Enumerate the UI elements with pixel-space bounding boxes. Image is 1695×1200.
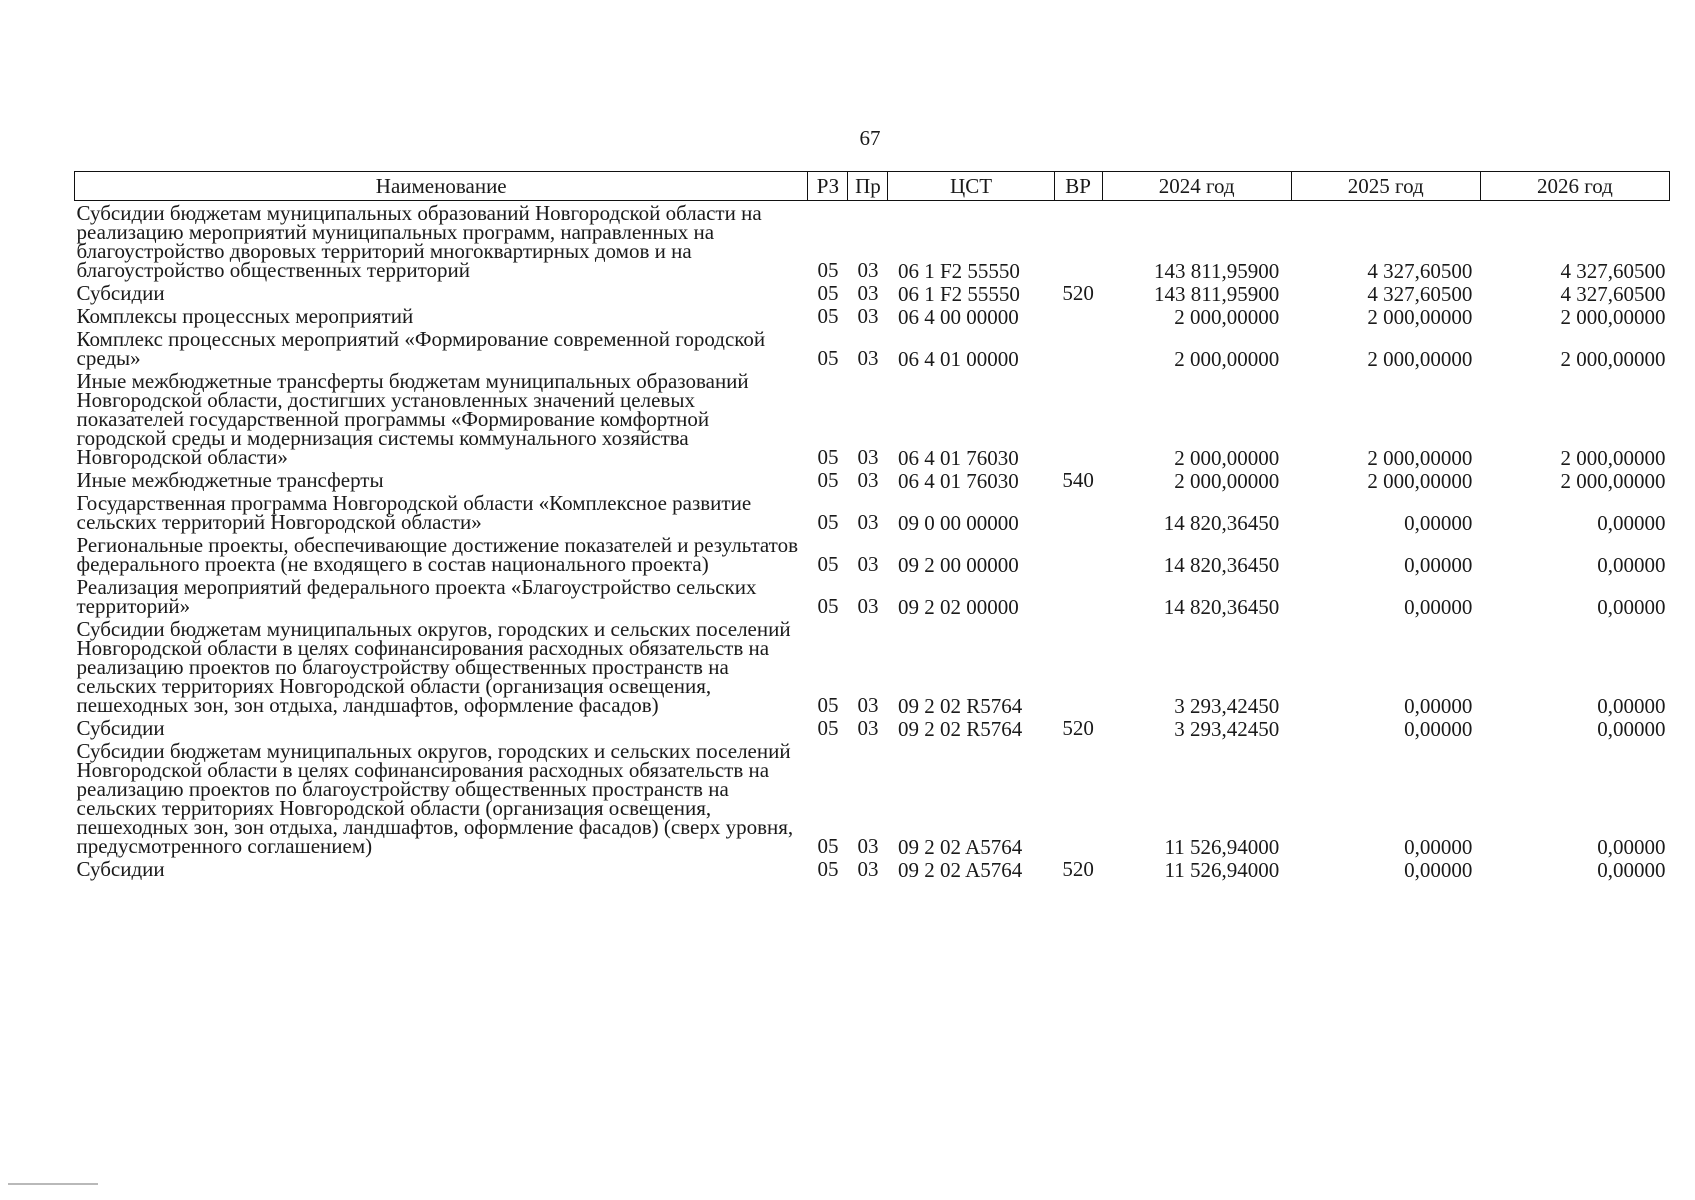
cell-vr bbox=[1054, 304, 1102, 327]
header-2026: 2026 год bbox=[1480, 172, 1669, 201]
cell-2025: 0,00000 bbox=[1404, 694, 1473, 718]
cell-name: Государственная программа Новгородской области «Комплексное развитие сельских территорий Новгородской области» bbox=[76, 491, 752, 534]
cell-pr: 03 bbox=[857, 281, 879, 305]
header-name: Наименование bbox=[75, 172, 808, 201]
table-row bbox=[75, 857, 1670, 880]
cell-rz: 05 bbox=[817, 834, 839, 858]
cell-cst: 06 4 01 76030 bbox=[897, 446, 1019, 470]
cell-vr bbox=[1054, 201, 1102, 282]
cell-rz: 05 bbox=[817, 281, 839, 305]
cell-pr: 03 bbox=[857, 857, 879, 881]
cell-2026: 2 000,00000 bbox=[1560, 446, 1666, 470]
cell-pr: 03 bbox=[857, 552, 879, 576]
cell-rz: 05 bbox=[817, 693, 839, 717]
cell-name: Иные межбюджетные трансферты bbox=[76, 468, 384, 492]
cell-vr bbox=[1054, 327, 1102, 369]
cell-2024: 143 811,95900 bbox=[1153, 259, 1280, 283]
cell-pr: 03 bbox=[857, 716, 879, 740]
header-vr: ВР bbox=[1054, 172, 1102, 201]
cell-2025: 4 327,60500 bbox=[1367, 282, 1473, 306]
header-2025: 2025 год bbox=[1291, 172, 1480, 201]
cell-cst: 06 1 F2 55550 bbox=[897, 259, 1020, 283]
cell-2026: 4 327,60500 bbox=[1560, 259, 1666, 283]
cell-pr: 03 bbox=[857, 346, 879, 370]
cell-name: Субсидии бюджетам муниципальных округов, городских и сельских поселений Новгородской области в целях софинансирования расходных обязательств на реализацию проектов по благоустройству общественных пространств на сельских территориях Новгородской области (организация освещения, пешеходных зон, зон отдыха, ландшафтов, оформление фасадов) (сверх уровня, предусмотренного соглашением) bbox=[76, 739, 794, 858]
cell-pr: 03 bbox=[857, 834, 879, 858]
cell-vr bbox=[1054, 533, 1102, 575]
cell-cst: 06 4 01 76030 bbox=[897, 469, 1019, 493]
cell-2025: 2 000,00000 bbox=[1367, 305, 1473, 329]
cell-cst: 09 2 02 A5764 bbox=[897, 858, 1023, 882]
cell-name: Комплексы процессных мероприятий bbox=[76, 304, 414, 328]
cell-pr: 03 bbox=[857, 594, 879, 618]
cell-2026: 0,00000 bbox=[1597, 694, 1666, 718]
cell-name: Субсидии bbox=[76, 281, 165, 305]
table-row bbox=[75, 304, 1670, 327]
scan-artifact bbox=[8, 1183, 98, 1185]
cell-vr bbox=[1054, 575, 1102, 617]
cell-pr: 03 bbox=[857, 468, 879, 492]
table-header-row bbox=[75, 172, 1670, 201]
cell-name: Субсидии bbox=[76, 857, 165, 881]
table-row bbox=[75, 491, 1670, 533]
cell-vr bbox=[1054, 369, 1102, 468]
cell-vr: 520 bbox=[1062, 281, 1094, 305]
cell-2025: 4 327,60500 bbox=[1367, 259, 1473, 283]
table-row bbox=[75, 281, 1670, 304]
table-row bbox=[75, 575, 1670, 617]
page-number: 67 bbox=[859, 126, 881, 150]
header-rz: РЗ bbox=[808, 172, 848, 201]
cell-rz: 05 bbox=[817, 594, 839, 618]
cell-2026: 2 000,00000 bbox=[1560, 347, 1666, 371]
cell-vr: 540 bbox=[1062, 468, 1094, 492]
cell-rz: 05 bbox=[817, 552, 839, 576]
cell-2026: 0,00000 bbox=[1597, 835, 1666, 859]
cell-2024: 2 000,00000 bbox=[1174, 469, 1280, 493]
cell-2024: 14 820,36450 bbox=[1163, 553, 1280, 577]
cell-pr: 03 bbox=[857, 304, 879, 328]
cell-rz: 05 bbox=[817, 857, 839, 881]
cell-vr: 520 bbox=[1062, 716, 1094, 740]
header-cst: ЦСТ bbox=[888, 172, 1054, 201]
cell-2025: 0,00000 bbox=[1404, 858, 1473, 882]
cell-cst: 09 2 02 R5764 bbox=[897, 717, 1023, 741]
cell-cst: 06 4 00 00000 bbox=[897, 305, 1019, 329]
cell-name: Субсидии бюджетам муниципальных округов, городских и сельских поселений Новгородской области в целях софинансирования расходных обязательств на реализацию проектов по благоустройству общественных пространств на сельских территориях Новгородской области (организация освещения, пешеходных зон, зон отдыха, ландшафтов, оформление фасадов) bbox=[76, 617, 791, 717]
cell-cst: 06 4 01 00000 bbox=[897, 347, 1019, 371]
cell-cst: 09 2 02 00000 bbox=[897, 595, 1019, 619]
cell-2024: 3 293,42450 bbox=[1174, 717, 1280, 741]
cell-cst: 09 2 02 A5764 bbox=[897, 835, 1023, 859]
cell-cst: 06 1 F2 55550 bbox=[897, 282, 1020, 306]
table-row bbox=[75, 201, 1670, 282]
table-row bbox=[75, 468, 1670, 491]
cell-2024: 14 820,36450 bbox=[1163, 595, 1280, 619]
table-row bbox=[75, 533, 1670, 575]
cell-name: Реализация мероприятий федерального проекта «Благоустройство сельских территорий» bbox=[76, 575, 757, 618]
cell-rz: 05 bbox=[817, 716, 839, 740]
cell-rz: 05 bbox=[817, 304, 839, 328]
cell-vr bbox=[1054, 491, 1102, 533]
table-row bbox=[75, 716, 1670, 739]
cell-2026: 0,00000 bbox=[1597, 595, 1666, 619]
header-pr: Пр bbox=[848, 172, 888, 201]
cell-rz: 05 bbox=[817, 510, 839, 534]
cell-2025: 0,00000 bbox=[1404, 717, 1473, 741]
cell-2024: 14 820,36450 bbox=[1163, 511, 1280, 535]
cell-pr: 03 bbox=[857, 258, 879, 282]
cell-pr: 03 bbox=[857, 693, 879, 717]
cell-rz: 05 bbox=[817, 445, 839, 469]
cell-2024: 2 000,00000 bbox=[1174, 446, 1280, 470]
cell-name: Субсидии бюджетам муниципальных образований Новгородской области на реализацию мероприятий муниципальных программ, направленных на благоустройство дворовых территорий многоквартирных домов и на благоустройство общественных территорий bbox=[76, 201, 762, 282]
table-row bbox=[75, 739, 1670, 857]
cell-2026: 0,00000 bbox=[1597, 858, 1666, 882]
table-row bbox=[75, 617, 1670, 716]
cell-2024: 2 000,00000 bbox=[1174, 347, 1280, 371]
cell-vr bbox=[1054, 617, 1102, 716]
table-row bbox=[75, 369, 1670, 468]
cell-name: Субсидии bbox=[76, 716, 165, 740]
cell-cst: 09 0 00 00000 bbox=[897, 511, 1019, 535]
cell-2026: 0,00000 bbox=[1597, 553, 1666, 577]
table-body bbox=[75, 201, 1670, 881]
header-2024: 2024 год bbox=[1102, 172, 1291, 201]
cell-2024: 3 293,42450 bbox=[1174, 694, 1280, 718]
cell-2025: 0,00000 bbox=[1404, 511, 1473, 535]
cell-2026: 4 327,60500 bbox=[1560, 282, 1666, 306]
cell-name: Комплекс процессных мероприятий «Формирование современной городской среды» bbox=[76, 327, 766, 370]
cell-rz: 05 bbox=[817, 468, 839, 492]
budget-table bbox=[74, 171, 1670, 880]
cell-name: Региональные проекты, обеспечивающие достижение показателей и результатов федерального проекта (не входящего в состав национального проекта) bbox=[76, 533, 798, 576]
cell-2025: 0,00000 bbox=[1404, 595, 1473, 619]
cell-2025: 0,00000 bbox=[1404, 553, 1473, 577]
cell-pr: 03 bbox=[857, 445, 879, 469]
cell-cst: 09 2 02 R5764 bbox=[897, 694, 1023, 718]
cell-2024: 11 526,94000 bbox=[1164, 835, 1280, 859]
cell-pr: 03 bbox=[857, 510, 879, 534]
cell-2025: 2 000,00000 bbox=[1367, 347, 1473, 371]
cell-2026: 0,00000 bbox=[1597, 717, 1666, 741]
cell-vr: 520 bbox=[1062, 857, 1094, 881]
cell-2024: 11 526,94000 bbox=[1164, 858, 1280, 882]
cell-2025: 2 000,00000 bbox=[1367, 469, 1473, 493]
cell-2024: 143 811,95900 bbox=[1153, 282, 1280, 306]
cell-vr bbox=[1054, 739, 1102, 857]
cell-cst: 09 2 00 00000 bbox=[897, 553, 1019, 577]
cell-2025: 0,00000 bbox=[1404, 835, 1473, 859]
cell-2026: 2 000,00000 bbox=[1560, 305, 1666, 329]
cell-rz: 05 bbox=[817, 258, 839, 282]
cell-rz: 05 bbox=[817, 346, 839, 370]
cell-name: Иные межбюджетные трансферты бюджетам муниципальных образований Новгородской области, достигших установленных значений целевых показателей государственной программы «Формирование комфортной городской среды и модернизация системы коммунального хозяйства Новгородской области» bbox=[76, 369, 749, 469]
cell-2025: 2 000,00000 bbox=[1367, 446, 1473, 470]
cell-2024: 2 000,00000 bbox=[1174, 305, 1280, 329]
cell-2026: 2 000,00000 bbox=[1560, 469, 1666, 493]
table-row bbox=[75, 327, 1670, 369]
cell-2026: 0,00000 bbox=[1597, 511, 1666, 535]
